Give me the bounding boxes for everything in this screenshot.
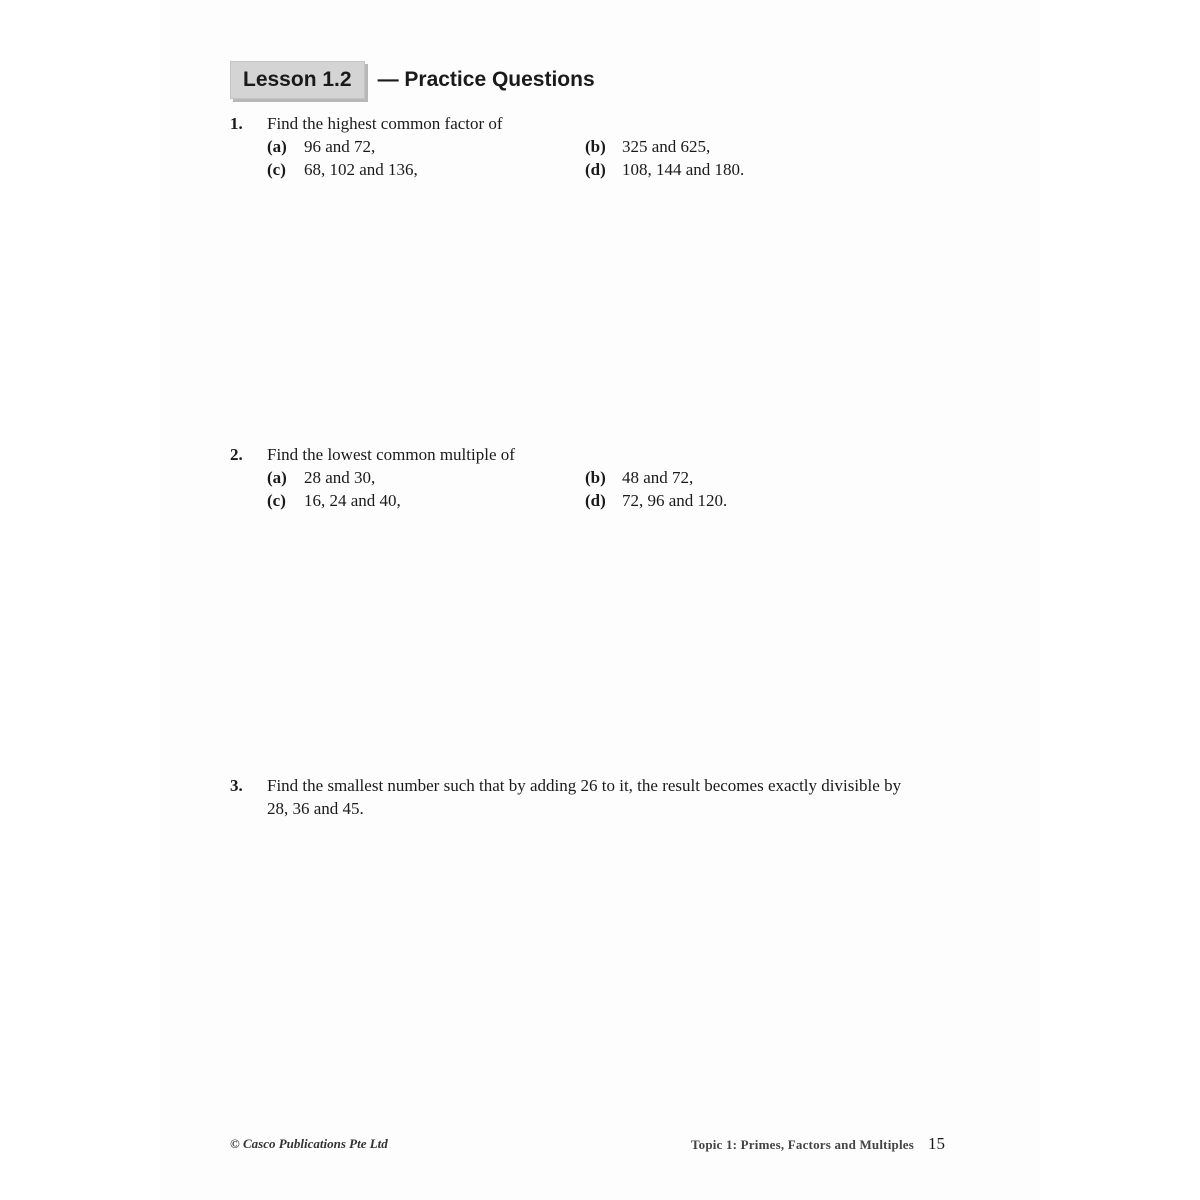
part-label: (d) xyxy=(585,491,606,510)
part-text: 48 and 72, xyxy=(622,468,694,487)
question-text: Find the highest common factor of xyxy=(267,114,503,133)
question-text-line-2: 28, 36 and 45. xyxy=(267,799,364,818)
question-number: 2. xyxy=(230,445,243,464)
part-text: 96 and 72, xyxy=(304,137,376,156)
lesson-header xyxy=(230,62,595,98)
part-text: 28 and 30, xyxy=(304,468,376,487)
part-label: (b) xyxy=(585,468,606,487)
part-label: (c) xyxy=(267,491,286,510)
part-label: (a) xyxy=(267,137,287,156)
part-label: (d) xyxy=(585,160,606,179)
lesson-label: Lesson 1.2 xyxy=(230,61,365,99)
question-text: Find the lowest common multiple of xyxy=(267,445,515,464)
question-3 xyxy=(230,774,960,824)
part-text: 108, 144 and 180. xyxy=(622,160,745,179)
footer-topic-area xyxy=(691,1134,945,1154)
question-number: 3. xyxy=(230,776,243,795)
part-text: 72, 96 and 120. xyxy=(622,491,728,510)
worksheet-content xyxy=(230,0,970,1200)
footer-copyright: © Casco Publications Pte Ltd xyxy=(230,1136,388,1151)
part-text: 68, 102 and 136, xyxy=(304,160,418,179)
part-text: 16, 24 and 40, xyxy=(304,491,401,510)
part-text: 325 and 625, xyxy=(622,137,711,156)
question-text-line-1: Find the smallest number such that by adding 26 to it, the result becomes exactly divisible by xyxy=(267,776,902,795)
part-label: (a) xyxy=(267,468,287,487)
lesson-title: — Practice Questions xyxy=(377,68,595,91)
part-label: (c) xyxy=(267,160,286,179)
footer-topic: Topic 1: Primes, Factors and Multiples xyxy=(690,1137,914,1152)
question-number: 1. xyxy=(230,114,243,133)
part-label: (b) xyxy=(585,137,606,156)
page-number: 15 xyxy=(928,1134,945,1153)
